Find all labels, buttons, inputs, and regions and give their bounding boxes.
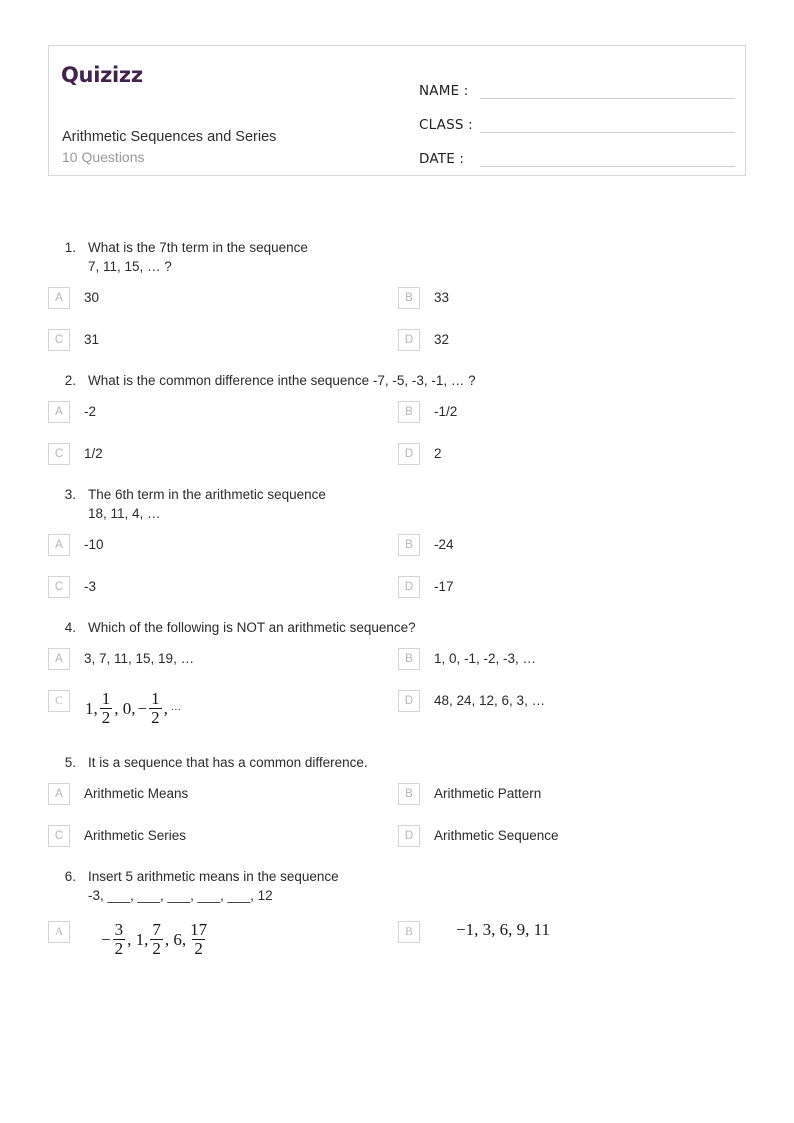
option-text-d: 32 <box>434 332 450 347</box>
option-d[interactable] <box>398 329 748 351</box>
option-b[interactable] <box>398 648 748 670</box>
option-letter-d: D <box>398 825 420 847</box>
question-list <box>48 238 748 977</box>
option-d[interactable] <box>398 690 748 733</box>
class-field-label: CLASS : <box>419 117 473 133</box>
question-number: 3. <box>64 487 76 502</box>
option-text-b: Arithmetic Pattern <box>434 785 542 801</box>
option-text-a: -10 <box>84 537 104 552</box>
option-d[interactable] <box>398 576 748 598</box>
fraction-denominator: 2 <box>152 938 161 958</box>
option-row <box>48 401 748 443</box>
option-text-d: Arithmetic Sequence <box>434 827 559 843</box>
option-letter-b: B <box>398 287 420 309</box>
option-b[interactable] <box>398 921 748 958</box>
fraction-numerator: 1 <box>101 689 111 708</box>
option-row <box>48 443 748 485</box>
option-letter-c: C <box>48 329 70 351</box>
question-block <box>48 753 748 867</box>
question-heading <box>48 238 748 276</box>
option-grid <box>48 921 748 978</box>
option-a[interactable] <box>48 534 398 556</box>
option-row <box>48 648 748 690</box>
option-text-d: -17 <box>434 579 454 594</box>
question-heading <box>48 867 748 905</box>
quiz-title: Arithmetic Sequences and Series <box>62 129 277 145</box>
date-field-row <box>419 136 735 170</box>
student-info-fields <box>419 68 735 170</box>
question-text-line2: 7, 11, 15, … ? <box>88 259 172 274</box>
question-heading <box>48 485 748 523</box>
option-d[interactable] <box>398 825 748 847</box>
question-text <box>88 753 748 772</box>
option-letter-a: A <box>48 921 70 943</box>
option-text-c: -3 <box>84 579 97 594</box>
question-block <box>48 867 748 978</box>
quiz-header-card <box>48 45 746 176</box>
question-block <box>48 618 748 753</box>
fraction-one-half <box>100 690 113 727</box>
option-letter-d: D <box>398 443 420 465</box>
math-term: 1, <box>85 698 98 718</box>
question-number: 5. <box>64 754 76 770</box>
class-field-row <box>419 102 735 136</box>
math-term: , 0, <box>114 698 136 718</box>
option-letter-b: B <box>398 648 420 670</box>
class-field-input[interactable] <box>480 131 735 133</box>
option-text-a: 30 <box>84 290 100 305</box>
question-text-line1: The 6th term in the arithmetic sequence <box>88 487 326 502</box>
option-b[interactable] <box>398 287 748 309</box>
option-row <box>48 690 748 753</box>
question-number: 1. <box>64 240 76 255</box>
option-a[interactable] <box>48 783 398 805</box>
option-grid <box>48 534 748 618</box>
question-text <box>88 618 748 637</box>
option-b[interactable] <box>398 783 748 805</box>
option-text-c <box>70 690 181 727</box>
option-letter-b: B <box>398 783 420 805</box>
option-a[interactable] <box>48 287 398 309</box>
math-expression-q6a <box>100 921 210 958</box>
option-letter-b: B <box>398 401 420 423</box>
option-grid <box>48 783 748 867</box>
math-term: , <box>163 698 168 718</box>
option-text-b: 1, 0, -1, -2, -3, … <box>434 651 537 666</box>
math-expression-q4c <box>84 690 181 727</box>
option-text-b <box>420 921 550 938</box>
option-a[interactable] <box>48 648 398 670</box>
question-text-line1: Which of the following is NOT an arithmetic sequence? <box>88 620 416 635</box>
option-c[interactable] <box>48 443 398 465</box>
option-d[interactable] <box>398 443 748 465</box>
option-letter-b: B <box>398 921 420 943</box>
date-field-label: DATE : <box>419 151 465 167</box>
option-text-c: 31 <box>84 332 100 347</box>
fraction-numerator: 3 <box>114 919 124 939</box>
option-row <box>48 534 748 576</box>
fraction-numerator: 1 <box>151 689 160 708</box>
option-c[interactable] <box>48 576 398 598</box>
option-letter-c: C <box>48 825 70 847</box>
fraction-denominator: 2 <box>194 938 203 958</box>
fraction-denominator: 2 <box>151 707 160 727</box>
option-text-c: 1/2 <box>84 446 103 461</box>
question-text-line1: What is the 7th term in the sequence <box>88 240 308 255</box>
ellipsis: … <box>170 702 181 714</box>
question-heading <box>48 618 748 637</box>
option-grid <box>48 648 748 753</box>
option-a[interactable] <box>48 921 398 958</box>
question-number: 4. <box>64 620 76 635</box>
math-term: , 6, <box>164 929 187 949</box>
fraction-numerator: 7 <box>152 919 161 939</box>
option-letter-a: A <box>48 783 70 805</box>
question-text <box>88 238 748 276</box>
question-text <box>88 371 748 390</box>
option-c[interactable] <box>48 690 398 727</box>
option-a[interactable] <box>48 401 398 423</box>
option-row <box>48 287 748 329</box>
math-minus-sign: − <box>101 929 111 949</box>
math-minus-sign: − <box>137 698 148 718</box>
option-row <box>48 921 748 978</box>
option-row <box>48 576 748 618</box>
option-letter-a: A <box>48 648 70 670</box>
option-letter-c: C <box>48 576 70 598</box>
question-block <box>48 485 748 618</box>
option-b[interactable] <box>398 534 748 556</box>
option-grid <box>48 401 748 485</box>
option-letter-c: C <box>48 690 70 712</box>
name-field-label: NAME : <box>419 83 469 99</box>
question-block <box>48 371 748 485</box>
math-expression-q6b: −1, 3, 6, 9, 11 <box>456 919 550 939</box>
header-left-section <box>61 46 411 175</box>
quizizz-logo <box>61 63 143 87</box>
option-text-d: 2 <box>434 446 442 461</box>
question-text-line2: -3, ___, ___, ___, ___, ___, 12 <box>88 887 273 903</box>
name-field-input[interactable] <box>480 97 735 99</box>
question-text <box>88 867 748 905</box>
option-row <box>48 825 748 867</box>
option-letter-b: B <box>398 534 420 556</box>
fraction-numerator: 17 <box>190 919 208 939</box>
option-text-a <box>70 921 210 958</box>
option-text-a: Arithmetic Means <box>84 785 189 801</box>
option-letter-d: D <box>398 690 420 712</box>
fraction-denominator: 2 <box>101 707 111 727</box>
fraction-three-halves <box>113 921 126 958</box>
option-letter-a: A <box>48 401 70 423</box>
question-number: 6. <box>64 868 76 884</box>
question-heading <box>48 753 748 772</box>
fraction-negative-one-half <box>149 690 162 727</box>
option-text-b: 33 <box>434 290 450 305</box>
option-grid <box>48 287 748 371</box>
quiz-question-count: 10 Questions <box>62 149 145 165</box>
option-text-d: 48, 24, 12, 6, 3, … <box>434 693 546 708</box>
question-heading <box>48 371 748 390</box>
option-letter-a: A <box>48 534 70 556</box>
question-text-line1: Insert 5 arithmetic means in the sequence <box>88 868 339 884</box>
option-text-b: -1/2 <box>434 404 458 419</box>
question-text-line1: It is a sequence that has a common difference. <box>88 754 368 770</box>
question-text-line1: What is the common difference inthe sequence -7, -5, -3, -1, … ? <box>88 373 476 388</box>
option-letter-a: A <box>48 287 70 309</box>
option-letter-d: D <box>398 329 420 351</box>
option-c[interactable] <box>48 825 398 847</box>
option-row <box>48 783 748 825</box>
option-row <box>48 329 748 371</box>
option-letter-d: D <box>398 576 420 598</box>
option-letter-c: C <box>48 443 70 465</box>
option-text-a: 3, 7, 11, 15, 19, … <box>84 651 195 666</box>
option-text-b: -24 <box>434 537 454 552</box>
math-term: , 1, <box>127 929 149 949</box>
date-field-input[interactable] <box>480 165 735 167</box>
option-b[interactable] <box>398 401 748 423</box>
question-text <box>88 485 748 523</box>
name-field-row <box>419 68 735 102</box>
fraction-denominator: 2 <box>114 938 124 958</box>
question-block <box>48 238 748 371</box>
question-text-line2: 18, 11, 4, … <box>88 506 161 521</box>
option-text-a: -2 <box>84 404 97 419</box>
option-text-c: Arithmetic Series <box>84 827 187 843</box>
fraction-seven-halves <box>150 921 163 958</box>
question-number: 2. <box>64 373 76 388</box>
quizizz-logo-text: Quizizz <box>61 63 143 87</box>
option-c[interactable] <box>48 329 398 351</box>
fraction-seventeen-halves <box>188 921 209 958</box>
